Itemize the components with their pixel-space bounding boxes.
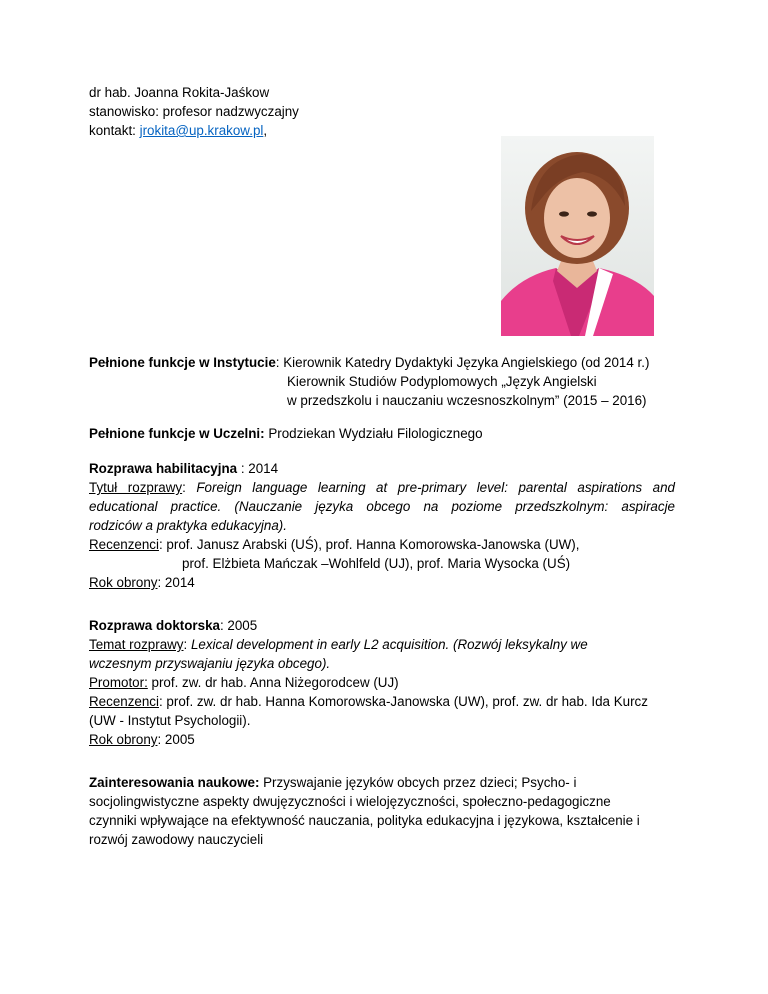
doctorate-defense-value: : 2005 (157, 732, 195, 747)
doctorate-topic-text-1: Lexical development in early L2 acquisition. (Rozwój leksykalny we (190, 637, 588, 652)
position-line: stanowisko: profesor nadzwyczajny (89, 104, 299, 119)
habilitation-heading (89, 459, 278, 478)
habilitation-reviewers-2: prof. Elżbieta Mańczak –Wohlfeld (UJ), prof. Maria Wysocka (UŚ) (182, 556, 571, 571)
habilitation-title-line-1 (89, 478, 675, 497)
institute-function-1: Kierownik Katedry Dydaktyki Języka Angielskiego (od 2014 r.) (283, 355, 650, 370)
interests-text-4: rozwój zawodowy nauczycieli (89, 832, 264, 847)
habilitation-year: : 2014 (237, 461, 279, 476)
university-functions-label: Pełnione funkcje w Uczelni: (89, 426, 265, 441)
habilitation-title-text-1: Foreign language learning at pre-primary level: parental aspirations and (196, 480, 675, 495)
doctorate-reviewers-2: (UW - Instytut Psychologii). (89, 713, 251, 728)
portrait-photo (501, 136, 654, 336)
habilitation-title-colon: : (182, 480, 197, 495)
university-functions (89, 424, 483, 443)
habilitation-title-label: Tytuł rozprawy (89, 480, 183, 495)
doctorate-defense-label: Rok obrony (89, 732, 158, 747)
doctorate-year: : 2005 (219, 618, 258, 633)
habilitation-title-text-3: rodziców a praktyka edukacyjna). (89, 518, 287, 533)
doctorate-reviewers-label: Recenzenci (89, 694, 159, 709)
interests-text-1: Przyswajanie języków obcych przez dzieci; Psycho- i (259, 775, 577, 790)
doctorate-defense (89, 730, 195, 749)
interests-text-2: socjolingwistyczne aspekty dwujęzyczności i wielojęzyczności, społeczno-pedagogiczne (89, 794, 611, 809)
institute-function-3: w przedszkolu i nauczaniu wczesnoszkolnym” (2015 – 2016) (287, 393, 647, 408)
doctorate-promoter-label: Promotor: (89, 675, 148, 690)
institute-functions (89, 353, 649, 372)
doctorate-heading-label: Rozprawa doktorska (89, 618, 220, 633)
university-functions-value: Prodziekan Wydziału Filologicznego (264, 426, 483, 441)
portrait-photo-icon (501, 136, 654, 336)
doctorate-topic-text-2: wczesnym przyswajaniu języka obcego). (89, 656, 331, 671)
doctorate-promoter-value: prof. zw. dr hab. Anna Niżegorodcew (UJ) (147, 675, 399, 690)
institute-function-2: Kierownik Studiów Podyplomowych „Język Angielski (287, 374, 597, 389)
interests-text-3: czynniki wpływające na efektywność nauczania, polityka edukacyjna i językowa, kształcenie i (89, 813, 640, 828)
habilitation-reviewers-label: Recenzenci (89, 537, 159, 552)
habilitation-heading-label: Rozprawa habilitacyjna (89, 461, 238, 476)
habilitation-title-line-2 (89, 497, 675, 516)
habilitation-defense-value: : 2014 (157, 575, 195, 590)
habilitation-reviewers-1: : prof. Janusz Arabski (UŚ), prof. Hanna Komorowska-Janowska (UW), (158, 537, 580, 552)
doctorate-promoter (89, 673, 399, 692)
doctorate-reviewers (89, 692, 648, 711)
doctorate-topic (89, 635, 588, 654)
doctorate-topic-label: Temat rozprawy (89, 637, 184, 652)
habilitation-reviewers (89, 535, 579, 554)
contact-line (89, 121, 267, 140)
doctorate-topic-colon: : (183, 637, 191, 652)
institute-functions-colon: : (275, 355, 284, 370)
doctorate-heading (89, 616, 257, 635)
habilitation-title-text-2: educational practice. (Nauczanie języka obcego na poziome przedszkolnym: aspiracje (89, 499, 675, 514)
interests-label: Zainteresowania naukowe: (89, 775, 260, 790)
contact-label: kontakt: (89, 123, 140, 138)
author-name: dr hab. Joanna Rokita-Jaśkow (89, 85, 270, 100)
contact-email-link[interactable]: jrokita@up.krakow.pl (139, 123, 264, 138)
contact-suffix: , (263, 123, 268, 138)
interests (89, 773, 576, 792)
habilitation-defense-label: Rok obrony (89, 575, 158, 590)
doctorate-reviewers-1: : prof. zw. dr hab. Hanna Komorowska-Janowska (UW), prof. zw. dr hab. Ida Kurcz (158, 694, 648, 709)
habilitation-defense (89, 573, 195, 592)
institute-functions-label: Pełnione funkcje w Instytucie (89, 355, 276, 370)
